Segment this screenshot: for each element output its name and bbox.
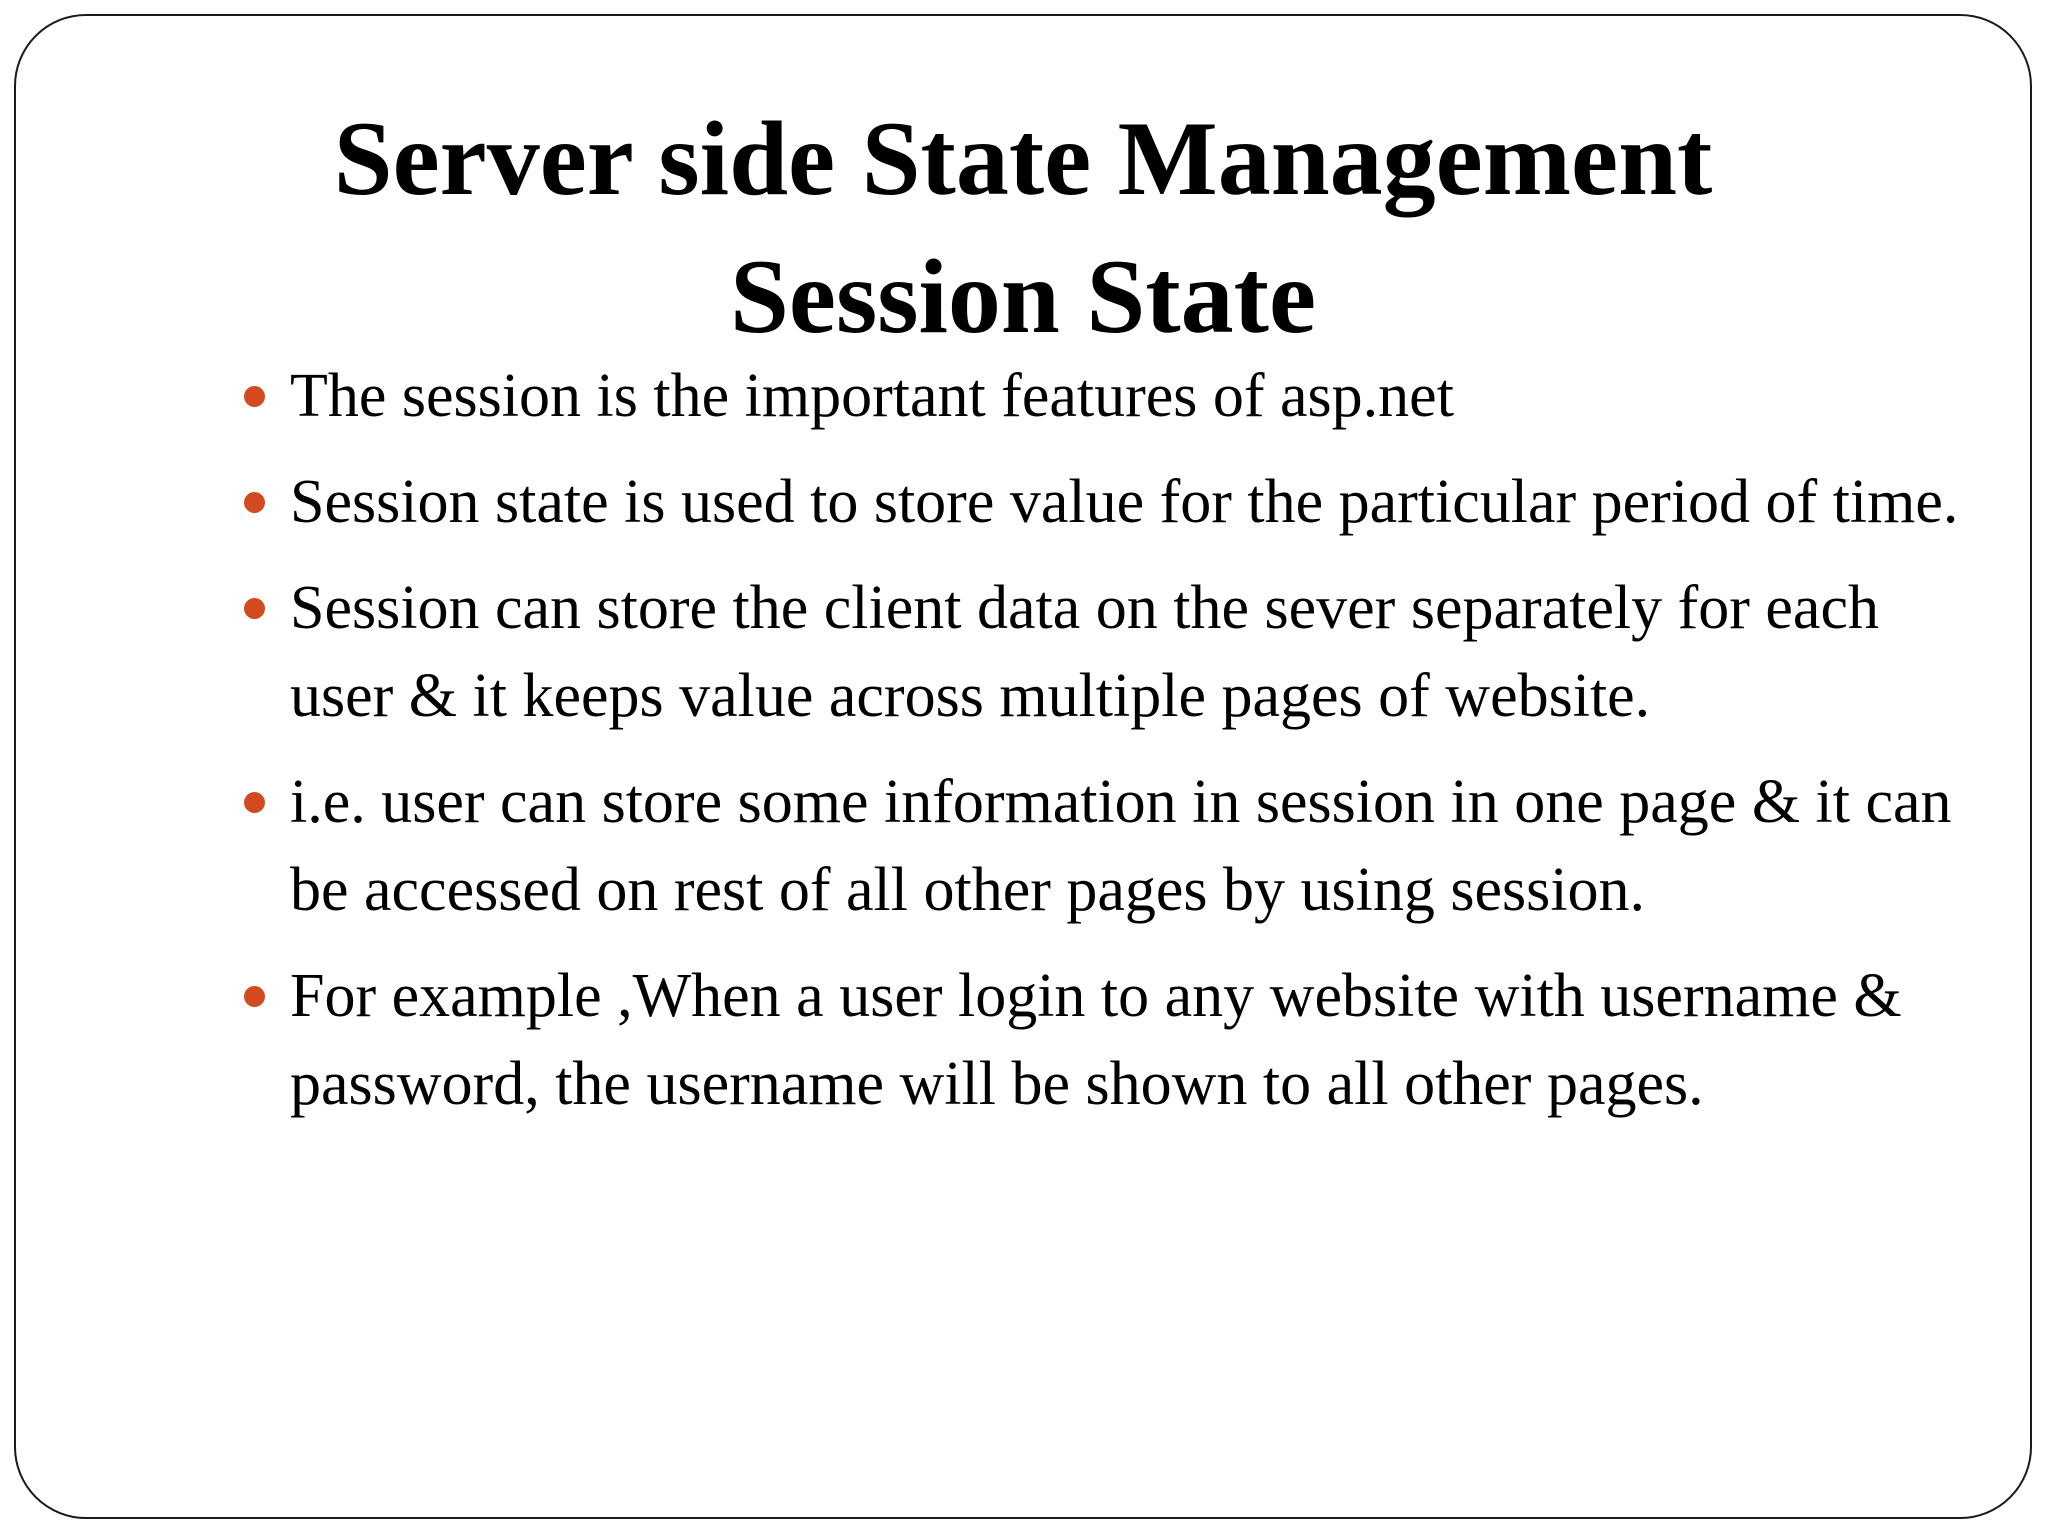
bullet-dot-icon [244, 792, 265, 813]
bullet-text: The session is the important features of asp.net [290, 362, 1454, 430]
bullet-item [290, 458, 1990, 546]
bullet-dot-icon [244, 492, 265, 513]
bullet-list [290, 352, 1990, 1146]
bullet-dot-icon [244, 986, 265, 1007]
bullet-text: For example ,When a user login to any website with username & password, the username will be shown to all other pages. [290, 962, 1902, 1118]
bullet-item [290, 952, 1990, 1128]
bullet-item [290, 758, 1990, 934]
bullet-item [290, 564, 1990, 740]
bullet-item [290, 352, 1990, 440]
slide-title-line-1: Server side State Management [333, 100, 1713, 217]
bullet-dot-icon [244, 386, 265, 407]
bullet-dot-icon [244, 598, 265, 619]
bullet-text: i.e. user can store some information in session in one page & it can be accessed on rest of all other pages by using session. [290, 768, 1952, 924]
slide-title [16, 90, 2030, 366]
bullet-text: Session can store the client data on the sever separately for each user & it keeps value across multiple pages of website. [290, 574, 1879, 730]
slide-title-line-2: Session State [729, 238, 1316, 355]
bullet-text: Session state is used to store value for the particular period of time. [290, 468, 1959, 536]
slide [14, 14, 2032, 1519]
